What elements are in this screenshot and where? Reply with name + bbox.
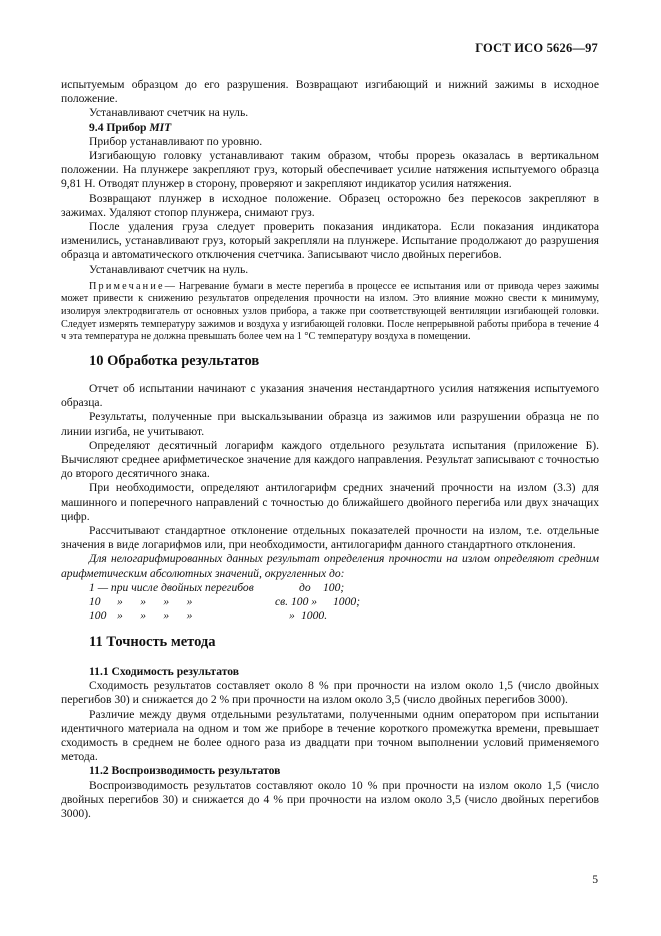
table-row (89, 609, 599, 623)
subsection-heading-11-2: 11.2 Воспроизводимость результатов (89, 764, 281, 778)
paragraph: Для нелогарифмированных данных результат определения прочности на излом определяют средним арифметическим абсолютных значений, округленных до: (61, 552, 599, 580)
note-text: — Нагревание бумаги в месте перегиба в процессе ее испытания или от привода через зажимы может привести к снижению результатов определения прочности на излом. Это влияние можно свести к минимуму, изолируя электродвигатель от основных узлов прибора, а также при соответствующей вентиляции изгибающей головки. Следует измерять температуру зажимов и воздуха у изгибающей головки. После непрерывной работы прибора в течение 4 ч эта температура не должна превышать более чем на 1 °С температуру воздуха в помещении. (61, 280, 599, 343)
paragraph: После удаления груза следует проверить показания индикатора. Если показания индикатора изменились, устанавливают груз, который закрепляли на плунжере. Испытание продолжают до разрушения образца и автоматического отключения счетчика. Записывают число двойных перегибов. (61, 220, 599, 262)
table-cell: 100 (89, 609, 107, 623)
table-cell: » (289, 609, 295, 623)
paragraph: Изгибающую головку устанавливают таким образом, чтобы прорезь оказалась в вертикальном положении. На плунжере закрепляют груз, который обеспечивает усилие натяжения испытуемого образца 9,81 Н. Отводят плунжер в сторону, проверяют и закрепляют индикатор усилия натяжения. (61, 149, 599, 191)
table-cell: 100; (323, 580, 345, 594)
paragraph: Различие между двумя отдельными результатами, полученными одним оператором при испытании идентичного материала на одном и том же приборе в течение короткого промежутка времени, превышает сходимость в среднем не более одного раза из двадцати при точном выполнении условий применяемого метода. (61, 707, 599, 764)
subsection-heading-9-4 (61, 121, 599, 135)
section-9-block (61, 78, 599, 344)
paragraph: Воспроизводимость результатов составляют около 10 % при прочности на излом около 1,5 (число двойных перегибов 30) и снижается до 4 % при прочности на излом около 3,5 (число двойных перегибов 3000). (61, 778, 599, 821)
paragraph: При необходимости, определяют антилогарифм средних значений прочности на излом (3.3) для машинного и поперечного направлений с точностью до ближайшего двойного перегиба или двух значащих цифр. (61, 481, 599, 523)
paragraph: Возвращают плунжер в исходное положение. Образец осторожно без перекосов закрепляют в зажимах. Удаляют стопор плунжера, снимают груз. (61, 191, 599, 219)
table-row (89, 581, 599, 595)
page-number: 5 (592, 873, 598, 886)
note-label: Примечание (89, 280, 165, 292)
table-cell: » » » » (117, 595, 193, 609)
paragraph: Результаты, полученные при выскальзывании образца из зажимов или разрушении образца не по линии изгиба, не учитывают. (61, 410, 599, 438)
section-heading-10: 10 Обработка результатов (89, 353, 260, 369)
heading-text: Прибор (106, 120, 147, 134)
table-cell: » » » » (117, 609, 193, 623)
standard-header: ГОСТ ИСО 5626—97 (475, 41, 598, 55)
table-cell: св. 100 » (275, 595, 318, 609)
section-11-block (61, 633, 599, 821)
note (61, 281, 599, 344)
table-cell: 1 — при числе двойных перегибов (89, 580, 254, 594)
paragraph: Прибор устанавливают по уровню. (89, 134, 263, 148)
heading-italic: MIT (149, 120, 172, 134)
section-10-block (61, 352, 599, 623)
table-cell: до (299, 580, 311, 594)
paragraph: Определяют десятичный логарифм каждого отдельного результата испытания (приложение Б). Вычисляют среднее арифметическое значение для каждого направления. Результат записывают с точностью до второго десятичного знака. (61, 438, 599, 481)
paragraph: Рассчитывают стандартное отклонение отдельных показателей прочности на излом, т.е. отдельные значения в виде логарифмов или, при необходимости, антилогарифм данного стандартного отклонения. (61, 524, 599, 552)
table-row (89, 595, 599, 609)
section-heading-11: 11 Точность метода (89, 634, 216, 650)
paragraph: испытуемым образцом до его разрушения. Возвращают изгибающий и нижний зажимы в исходное положение. (61, 78, 599, 106)
table-cell: 1000; (333, 595, 361, 609)
rounding-table (61, 581, 599, 624)
table-cell: 1000. (301, 609, 328, 623)
heading-number: 9.4 (89, 120, 104, 134)
paragraph: Устанавливают счетчик на нуль. (89, 262, 249, 276)
subsection-heading-11-1: 11.1 Сходимость результатов (89, 665, 240, 678)
paragraph: Устанавливают счетчик на нуль. (89, 106, 249, 120)
paragraph: Отчет об испытании начинают с указания значения нестандартного усилия натяжения испытуемого образца. (61, 382, 599, 410)
table-cell: 10 (89, 595, 101, 609)
paragraph: Сходимость результатов составляет около 8 % при прочности на излом около 1,5 (число двойных перегибов 30) и снижается до 2 % при прочности на излом около 3,5 (число двойных перегибов 3000). (61, 679, 599, 707)
